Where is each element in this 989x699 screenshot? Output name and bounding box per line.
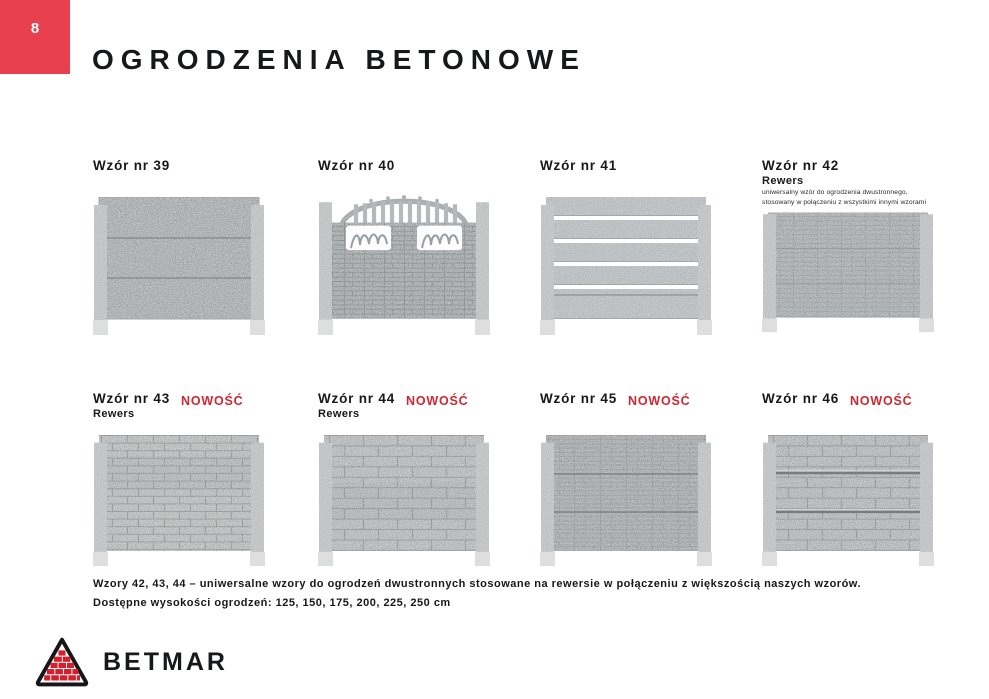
fence-title: Wzór nr 40: [318, 158, 396, 173]
fence-image-wzor-39: [93, 197, 265, 337]
fence-title: Wzór nr 46: [762, 391, 840, 406]
brand-name: BETMAR: [103, 647, 228, 676]
fence-subtitle: Rewers: [93, 408, 135, 420]
fence-card-44: [318, 391, 528, 420]
brick-pyramid-icon: [33, 636, 91, 688]
new-badge: NOWOŚĆ: [850, 394, 913, 408]
fence-image-wzor-43: [93, 435, 265, 568]
new-badge: NOWOŚĆ: [181, 394, 244, 408]
fence-card-42: [762, 158, 972, 206]
fence-title: Wzór nr 41: [540, 158, 618, 173]
page-title: OGRODZENIA BETONOWE: [92, 44, 586, 75]
new-badge: NOWOŚĆ: [406, 394, 469, 408]
fence-title: Wzór nr 42: [762, 158, 840, 173]
fence-subtitle: Rewers: [318, 408, 360, 420]
footer-note: Wzory 42, 43, 44 – uniwersalne wzory do ogrodzeń dwustronnych stosowane na rewersie w połączeniu z większością naszych wzorów.: [93, 578, 862, 590]
fence-image-wzor-44: [318, 435, 490, 568]
page-number-badge: 8: [0, 0, 70, 74]
fence-title: Wzór nr 44: [318, 391, 396, 406]
fence-image-wzor-41: [540, 197, 712, 337]
fence-card-46: [762, 391, 972, 406]
fence-description-line-1: uniwersalny wzór do ogrodzenia dwustronnego,: [762, 189, 908, 196]
fence-image-wzor-45: [540, 435, 712, 568]
fence-card-40: [318, 158, 528, 173]
fence-title: Wzór nr 39: [93, 158, 171, 173]
fence-card-43: [93, 391, 303, 420]
fence-card-39: [93, 158, 303, 173]
fence-image-wzor-46: [762, 435, 934, 568]
fence-image-wzor-42: [762, 207, 934, 334]
new-badge: NOWOŚĆ: [628, 394, 691, 408]
fence-card-45: [540, 391, 750, 406]
fence-image-wzor-40: [318, 194, 490, 337]
fence-title: Wzór nr 43: [93, 391, 171, 406]
footer-available-heights: Dostępne wysokości ogrodzeń: 125, 150, 175, 200, 225, 250 cm: [93, 597, 451, 609]
fence-title: Wzór nr 45: [540, 391, 618, 406]
fence-description-line-2: stosowany w połączeniu z wszystkimi innymi wzorami: [762, 198, 927, 206]
fence-subtitle: Rewers: [762, 175, 804, 187]
fence-card-41: [540, 158, 750, 173]
brand-logo: [33, 636, 228, 688]
